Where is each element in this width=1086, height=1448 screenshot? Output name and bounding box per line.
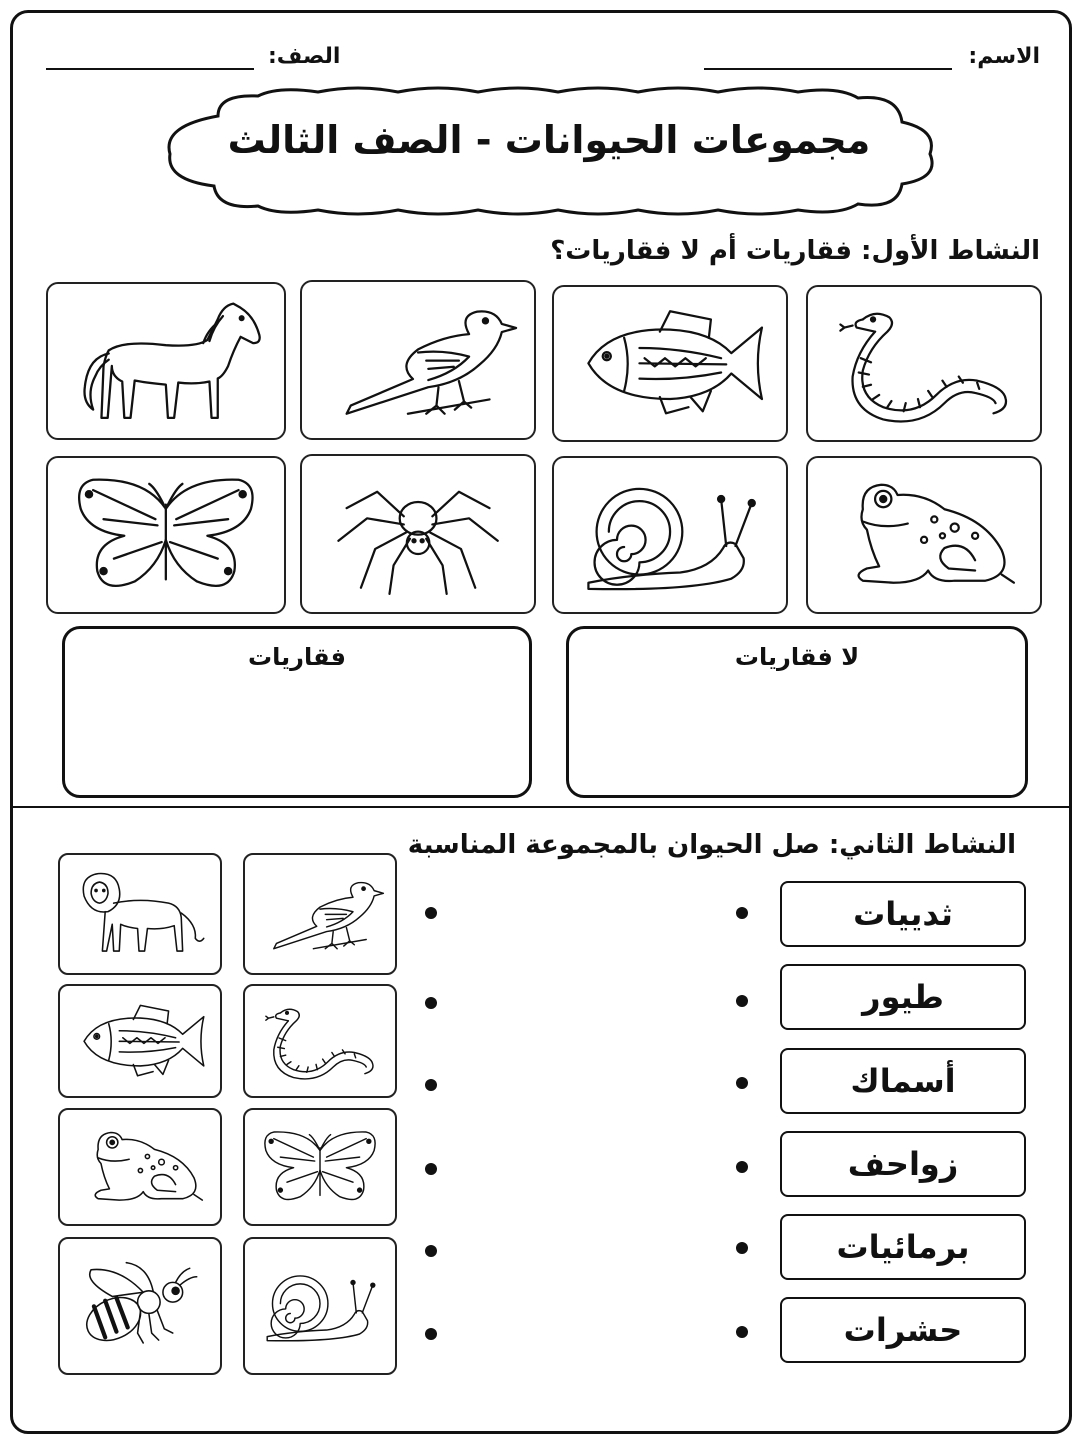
horse-icon [62, 293, 270, 429]
match-card-lion[interactable] [58, 853, 222, 975]
vertebrates-title: فقاريات [248, 643, 346, 671]
snake-icon [822, 296, 1026, 431]
animal-dot[interactable] [425, 1328, 437, 1340]
lion-icon [70, 863, 211, 964]
group-reptiles[interactable]: زواحف [780, 1131, 1026, 1197]
activity2-title: النشاط الثاني: صل الحيوان بالمجموعة المناسبة [407, 830, 1016, 860]
animal-card-snail[interactable] [552, 456, 788, 614]
butterfly-icon [62, 467, 270, 603]
animal-dot[interactable] [425, 1163, 437, 1175]
name-write-line[interactable] [704, 68, 952, 70]
match-card-bird[interactable] [243, 853, 397, 975]
animal-card-fish[interactable] [552, 285, 788, 442]
group-amphibians[interactable]: برمائيات [780, 1214, 1026, 1280]
match-card-fish[interactable] [58, 984, 222, 1098]
invertebrates-box[interactable] [566, 626, 1028, 798]
section-divider [12, 806, 1072, 808]
animal-card-bird[interactable] [300, 280, 536, 440]
group-mammals[interactable]: ثدييات [780, 881, 1026, 947]
spider-icon [316, 465, 520, 602]
group-dot[interactable] [736, 1077, 748, 1089]
worksheet-title: مجموعات الحيوانات - الصف الثالث [227, 118, 871, 162]
activity1-title: النشاط الأول: فقاريات أم لا فقاريات؟ [550, 236, 1040, 266]
snail-icon [568, 467, 772, 603]
fish-icon [568, 296, 772, 431]
animal-dot[interactable] [425, 997, 437, 1009]
match-card-bee[interactable] [58, 1237, 222, 1375]
group-birds[interactable]: طيور [780, 964, 1026, 1030]
invertebrates-title: لا فقاريات [734, 643, 860, 671]
group-dot[interactable] [736, 995, 748, 1007]
match-card-snake[interactable] [243, 984, 397, 1098]
group-dot[interactable] [736, 1161, 748, 1173]
grade-write-line[interactable] [46, 68, 254, 70]
animal-dot[interactable] [425, 1245, 437, 1257]
vertebrates-box[interactable] [62, 626, 532, 798]
group-insects[interactable]: حشرات [780, 1297, 1026, 1363]
group-dot[interactable] [736, 1326, 748, 1338]
frog-icon [70, 1118, 211, 1216]
snake-icon [254, 994, 386, 1089]
match-card-butterfly[interactable] [243, 1108, 397, 1226]
bird-icon [254, 863, 386, 964]
snail-icon [254, 1248, 386, 1363]
bee-icon [70, 1248, 211, 1363]
match-card-snail[interactable] [243, 1237, 397, 1375]
group-dot[interactable] [736, 1242, 748, 1254]
name-label: الاسم: [968, 44, 1040, 69]
grade-label: الصف: [268, 44, 341, 69]
group-dot[interactable] [736, 907, 748, 919]
butterfly-icon [254, 1118, 386, 1216]
bird-icon [316, 291, 520, 428]
match-card-frog[interactable] [58, 1108, 222, 1226]
animal-dot[interactable] [425, 907, 437, 919]
group-fish[interactable]: أسماك [780, 1048, 1026, 1114]
animal-card-butterfly[interactable] [46, 456, 286, 614]
frog-icon [822, 467, 1026, 603]
animal-dot[interactable] [425, 1079, 437, 1091]
animal-card-frog[interactable] [806, 456, 1042, 614]
animal-card-horse[interactable] [46, 282, 286, 440]
fish-icon [70, 994, 211, 1089]
animal-card-snake[interactable] [806, 285, 1042, 442]
animal-card-spider[interactable] [300, 454, 536, 614]
